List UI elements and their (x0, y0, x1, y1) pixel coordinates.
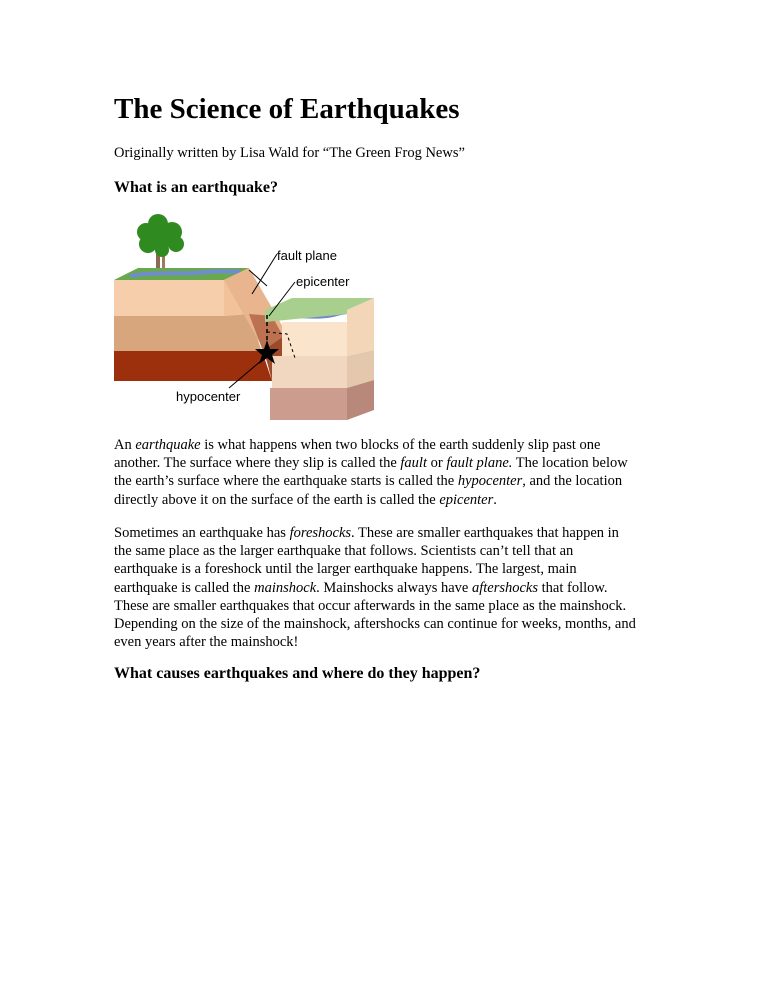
p1-line-1: An earthquake is what happens when two blocks of the earth suddenly slip past one (114, 437, 601, 453)
fault-diagram (112, 210, 382, 425)
heading-what-causes-earthquakes: What causes earthquakes and where do they happen? (114, 665, 481, 682)
term-earthquake: earthquake (135, 437, 201, 453)
p2-line-1: Sometimes an earthquake has foreshocks. These are smaller earthquakes that happen in (114, 525, 619, 541)
paragraph-foreshocks (114, 524, 674, 651)
right-layer-1 (282, 322, 347, 356)
paragraph-earthquake-definition (114, 436, 674, 509)
term-hypocenter: hypocenter (457, 473, 523, 490)
term-fault-plane: fault plane. (446, 455, 513, 472)
byline: Originally written by Lisa Wald for “The Green Frog News” (114, 145, 465, 161)
p2-line-2: the same place as the larger earthquake that follows. Scientists can’t tell that an (114, 543, 574, 560)
left-layer-2 (114, 316, 224, 351)
label-epicenter: epicenter (296, 274, 350, 289)
label-fault-plane: fault plane (277, 248, 337, 263)
fault-diagram-svg (112, 210, 382, 425)
p2-line-7: even years after the mainshock! (114, 634, 299, 651)
left-layer-1 (114, 280, 224, 316)
term-mainshock: mainshock (254, 579, 317, 596)
right-layer-3 (270, 388, 347, 420)
right-layer-2 (272, 356, 347, 388)
term-fault: fault (400, 455, 427, 472)
left-layer-3 (114, 351, 224, 381)
term-epicenter: epicenter (439, 491, 494, 508)
p2-line-6: Depending on the size of the mainshock, aftershocks can continue for weeks, months, and (114, 616, 636, 633)
label-hypocenter: hypocenter (176, 389, 241, 404)
p1-line-2: another. The surface where they slip is called the fault or fault plane. The location below (114, 455, 628, 472)
p1-line-3: the earth’s surface where the earthquake starts is called the hypocenter, and the location (114, 473, 623, 490)
heading-what-is-earthquake: What is an earthquake? (114, 179, 279, 196)
page-title: The Science of Earthquakes (114, 93, 460, 125)
p2-line-4: earthquake is called the mainshock. Mainshocks always have aftershocks that follow. (114, 579, 608, 596)
p2-line-5: These are smaller earthquakes that occur afterwards in the same place as the mainshock. (114, 597, 627, 614)
term-foreshocks: foreshocks (289, 525, 352, 541)
term-aftershocks: aftershocks (471, 579, 539, 596)
p1-line-4: directly above it on the surface of the earth is called the epicenter. (114, 491, 497, 508)
p2-line-3: earthquake is a foreshock until the larger earthquake happens. The largest, main (114, 561, 577, 578)
tree-icon (137, 214, 184, 270)
